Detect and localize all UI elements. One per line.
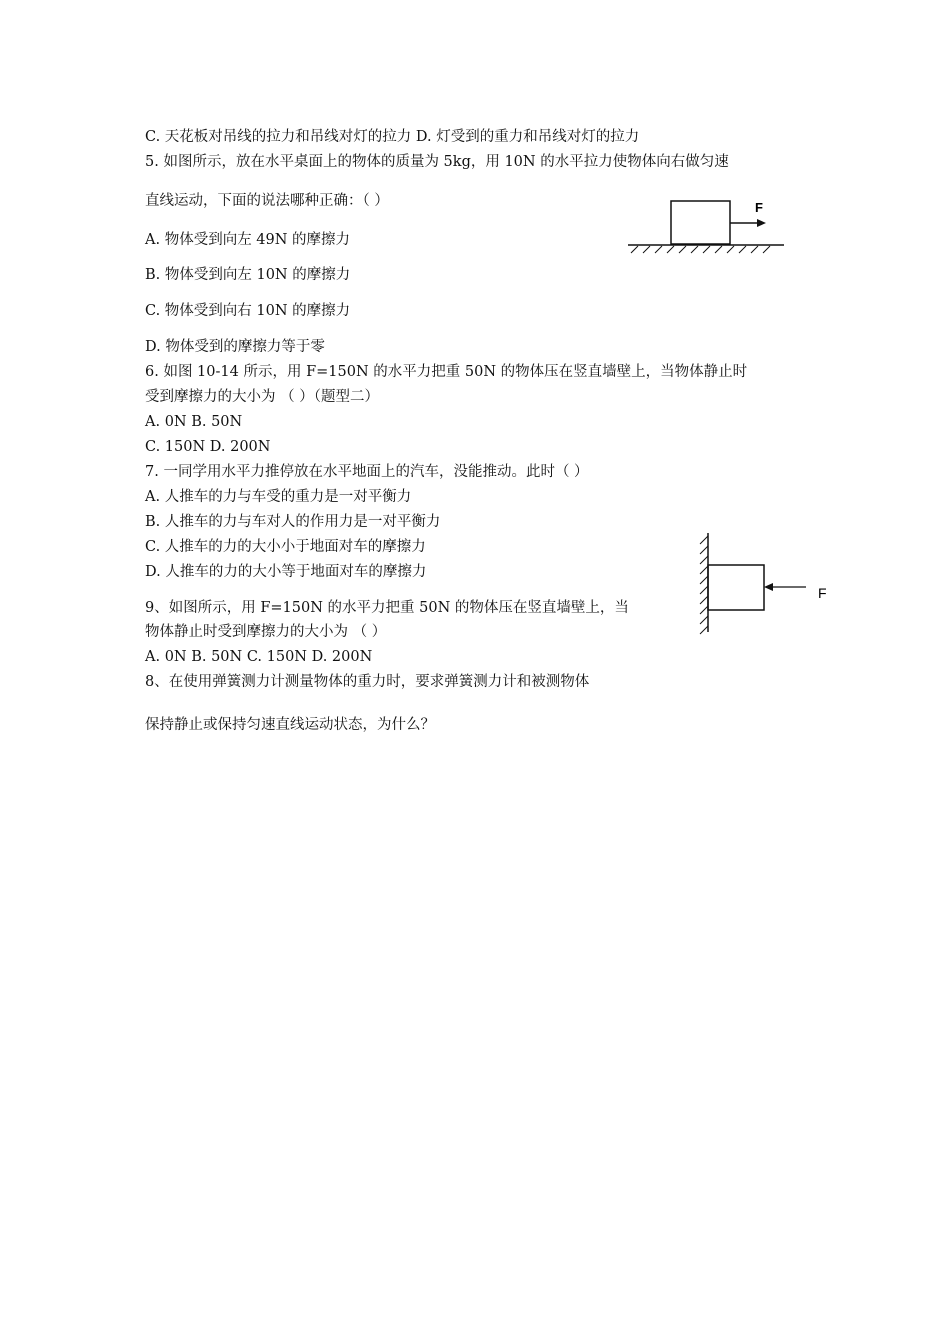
table-hatching <box>631 246 770 253</box>
table-block-figure <box>620 190 795 260</box>
q8-stem-line1: 8、在使用弹簧测力计测量物体的重力时，要求弹簧测力计和被测物体 <box>145 674 590 690</box>
q8-stem-line2: 保持静止或保持匀速直线运动状态，为什么？ <box>145 717 435 733</box>
q6-options-c-d: C. 150N D. 200N <box>145 439 271 455</box>
q9-stem-line1: 9、如图所示，用 F=150N 的水平力把重 50N 的物体压在竖直墙壁上，当 <box>145 600 629 616</box>
q7-option-c: C. 人推车的力的大小小于地面对车的摩擦力 <box>145 539 426 555</box>
block-rect <box>671 201 730 244</box>
wall-block-figure <box>695 530 845 640</box>
force-label-f: F <box>818 585 827 601</box>
q7-option-b: B. 人推车的力与车对人的作用力是一对平衡力 <box>145 514 441 530</box>
q6-stem-line1: 6. 如图 10-14 所示，用 F=150N 的水平力把重 50N 的物体压在竖直墙壁上，当物体静止时 <box>145 364 748 380</box>
q5-option-d: D. 物体受到的摩擦力等于零 <box>145 339 325 355</box>
q5-stem-line2: 直线运动，下面的说法哪种正确：（ ） <box>145 193 389 209</box>
force-arrow-head <box>764 583 773 591</box>
wall-hatching <box>700 536 708 634</box>
force-arrow-head <box>757 219 766 227</box>
table-block-diagram <box>620 190 795 260</box>
q9-options: A. 0N B. 50N C. 150N D. 200N <box>145 649 373 665</box>
q7-option-a: A. 人推车的力与车受的重力是一对平衡力 <box>145 489 412 505</box>
q5-option-b: B. 物体受到向左 10N 的摩擦力 <box>145 267 351 283</box>
q4-option-c-d: C. 天花板对吊线的拉力和吊线对灯的拉力 D. 灯受到的重力和吊线对灯的拉力 <box>145 129 640 145</box>
block-rect <box>708 565 764 610</box>
q7-option-d: D. 人推车的力的大小等于地面对车的摩擦力 <box>145 564 427 580</box>
wall-block-diagram <box>695 530 845 640</box>
q5-option-c: C. 物体受到向右 10N 的摩擦力 <box>145 303 351 319</box>
q9-stem-line2: 物体静止时受到摩擦力的大小为 （ ） <box>145 624 387 640</box>
q5-stem-line1: 5. 如图所示，放在水平桌面上的物体的质量为 5kg，用 10N 的水平拉力使物体向右做匀速 <box>145 154 729 170</box>
q6-options-a-b: A. 0N B. 50N <box>145 414 243 430</box>
force-label-f: F <box>755 200 763 215</box>
q7-stem: 7. 一同学用水平力推停放在水平地面上的汽车，没能推动。此时（ ） <box>145 464 589 480</box>
q5-option-a: A. 物体受到向左 49N 的摩擦力 <box>145 232 351 248</box>
q6-stem-line2: 受到摩擦力的大小为 （ ）（题型二） <box>145 389 379 405</box>
